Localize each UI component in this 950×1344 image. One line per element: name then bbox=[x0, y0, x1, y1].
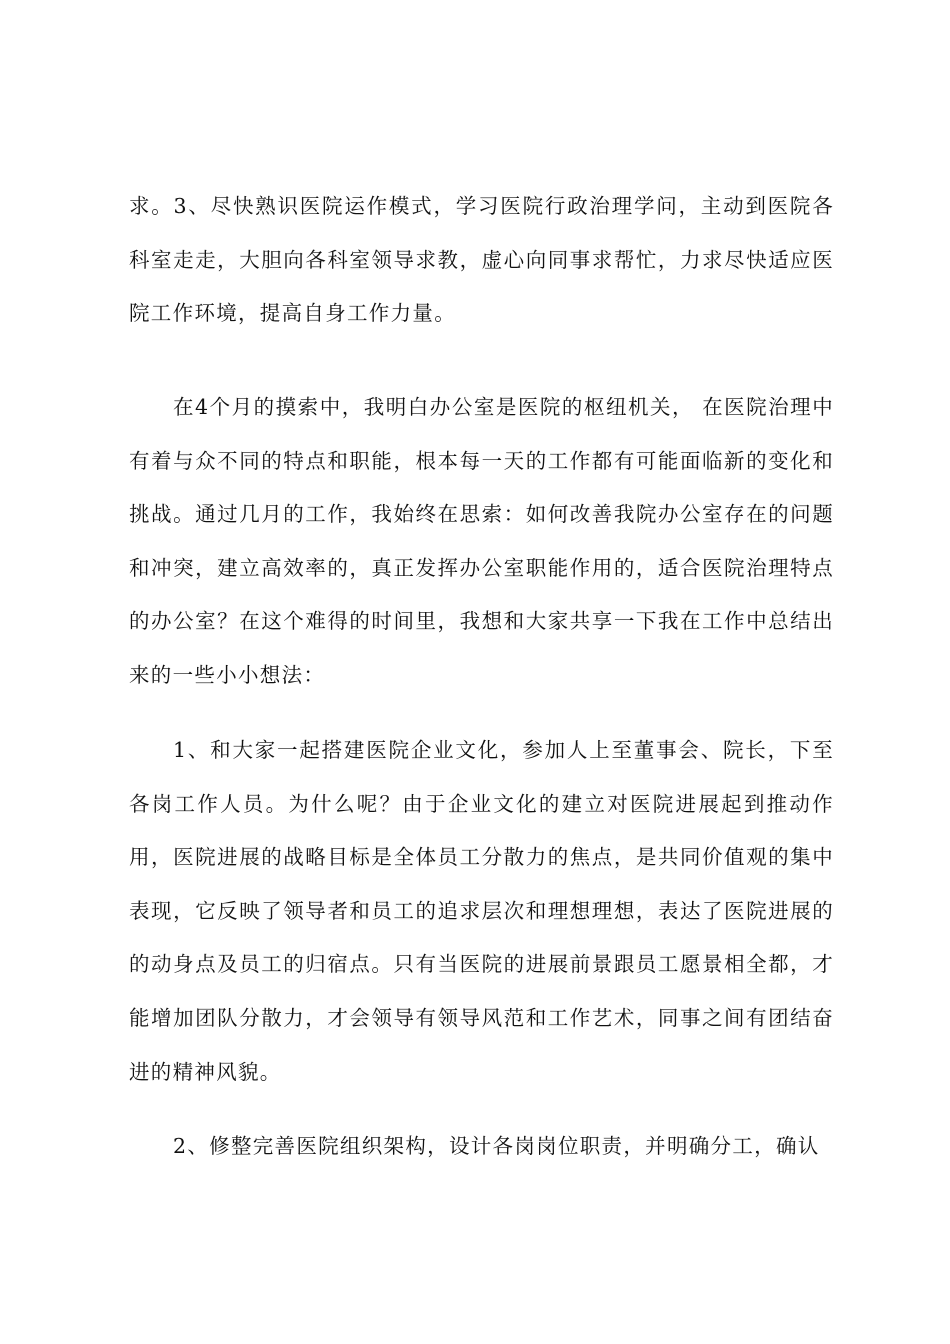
paragraph-continuation: 求。3、尽快熟识医院运作模式，学习医院行政治理学问，主动到医院各科室走走，大胆向各科室领导求教，虚心向同事求帮忙，力求尽快适应医院工作环境，提高自身工作力量。 bbox=[129, 194, 834, 326]
paragraph-office-reflection: 在4个月的摸索中，我明白办公室是医院的枢纽机关， 在医院治理中有着与众不同的特点和职能，根本每一天的工作都有可能面临新的变化和挑战。通过几月的工作，我始终在思索：如何改善我院办公室存在的问题和冲突，建立高效率的，真正发挥办公室职能作用的，适合医院治理特点的办公室？在这个难得的时间里，我想和大家共享一下我在工作中总结出来的一些小小想法： bbox=[129, 395, 834, 687]
paragraph-point-1-corporate-culture: 1、和大家一起搭建医院企业文化，参加人上至董事会、院长，下至各岗工作人员。为什么呢？由于企业文化的建立对医院进展起到推动作用，医院进展的战略目标是全体员工分散力的焦点，是共同价值观的集中表现，它反映了领导者和员工的追求层次和理想理想，表达了医院进展的的动身点及员工的归宿点。只有当医院的进展前景跟员工愿景相全都，才能增加团队分散力，才会领导有领导风范和工作艺术，同事之间有团结奋进的精神风貌。 bbox=[129, 738, 834, 1084]
paragraph-point-2-organization: 2、修整完善医院组织架构，设计各岗岗位职责，并明确分工，确认 bbox=[173, 1134, 820, 1158]
